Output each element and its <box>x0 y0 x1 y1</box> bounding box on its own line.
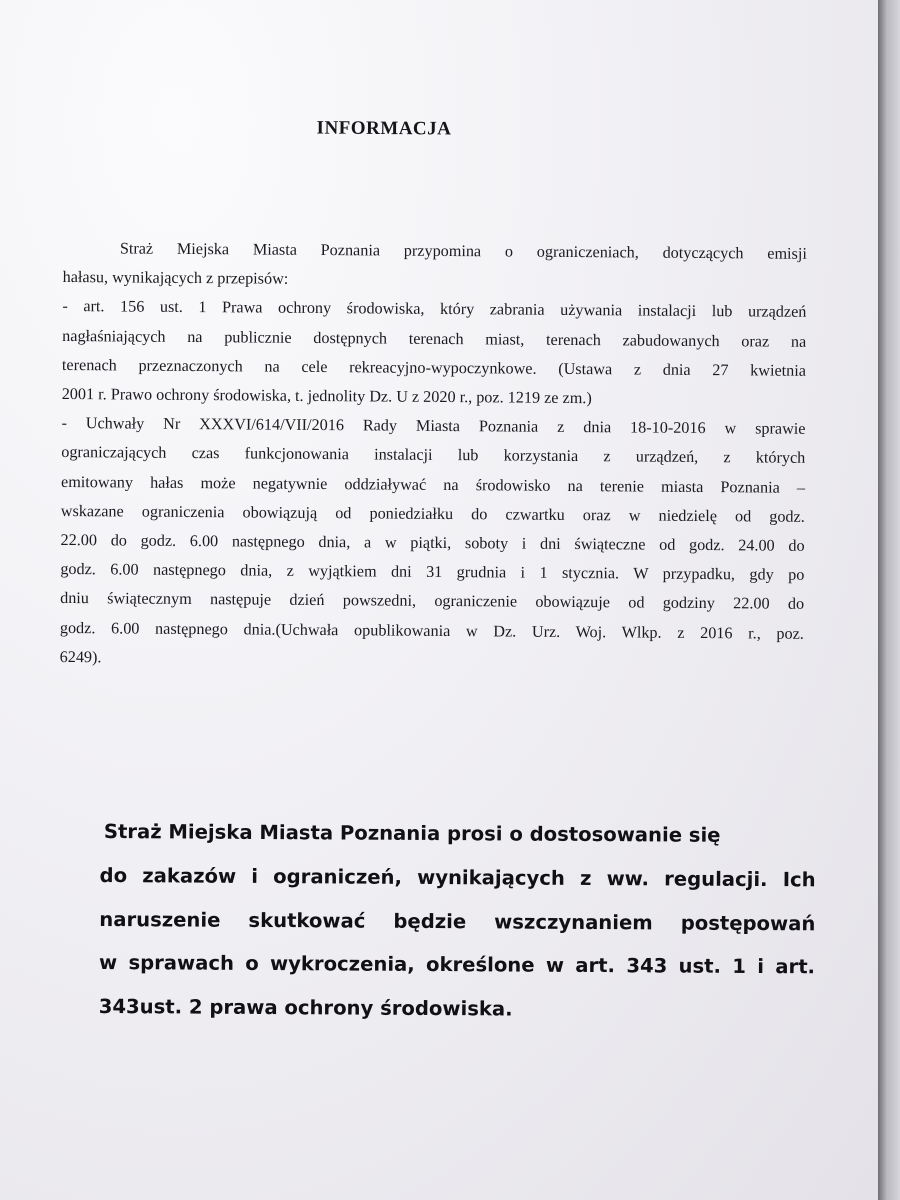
footer-line: w sprawach o wykroczenia, określone w art. 343 ust. 1 i art. <box>98 951 816 979</box>
body-line: emitowany hałas może negatywnie oddziaływać na środowisko na terenie miasta Poznania – <box>60 472 806 497</box>
footer-line: do zakazów i ograniczeń, wynikających z ww. regulacji. Ich <box>99 863 816 892</box>
footer-line: 343ust. 2 prawa ochrony środowiska. <box>98 995 513 1021</box>
body-line: nagłaśniających na publicznie dostępnych terenach miast, terenach zabudowanych oraz na <box>62 326 807 351</box>
body-line: 2001 r. Prawo ochrony środowiska, t. jednolity Dz. U z 2020 r., poz. 1219 ze zm.) <box>61 385 592 408</box>
footer-line: Straż Miejska Miasta Poznania prosi o dostosowanie się <box>103 819 721 847</box>
body-line: 22.00 do godz. 6.00 następnego dnia, a w piątki, soboty i dni świąteczne od godz. 24.00 do <box>60 531 805 555</box>
body-line: Straż Miejska Miasta Poznania przypomina o ograniczeniach, dotyczących emisji <box>119 239 807 263</box>
background-edge <box>878 0 900 1200</box>
body-line: godz. 6.00 następnego dnia.(Uchwała opublikowania w Dz. Urz. Woj. Wlkp. z 2016 r., poz. <box>59 618 804 643</box>
document-heading: INFORMACJA <box>316 117 452 140</box>
document-body <box>60 234 807 678</box>
body-line: 6249). <box>59 647 102 667</box>
notice-footer <box>98 810 816 1033</box>
footer-line: naruszenie skutkować będzie wszczynaniem postępowań <box>99 907 816 935</box>
body-line: wskazane ograniczenia obowiązują od poniedziałku do czwartku oraz w niedzielę od godz. <box>60 501 805 526</box>
body-line: - Uchwały Nr XXXVI/614/VII/2016 Rady Miasta Poznania z dnia 18-10-2016 w sprawie <box>61 414 806 439</box>
body-line: dniu świątecznym następuje dzień powszedni, ograniczenie obowiązuje od godziny 22.00 do <box>60 589 805 614</box>
body-line: terenach przeznaczonych na cele rekreacyjno-wypoczynkowe. (Ustawa z dnia 27 kwietnia <box>61 355 807 380</box>
body-line: godz. 6.00 następnego dnia, z wyjątkiem dni 31 grudnia i 1 stycznia. W przypadku, gdy po <box>60 560 805 585</box>
body-line: ograniczających czas funkcjonowania instalacji lub korzystania z urządzeń, z których <box>61 443 806 468</box>
body-line: - art. 156 ust. 1 Prawa ochrony środowiska, który zabrania używania instalacji lub urządzeń <box>62 297 807 322</box>
body-line: hałasu, wynikających z przepisów: <box>62 268 289 288</box>
